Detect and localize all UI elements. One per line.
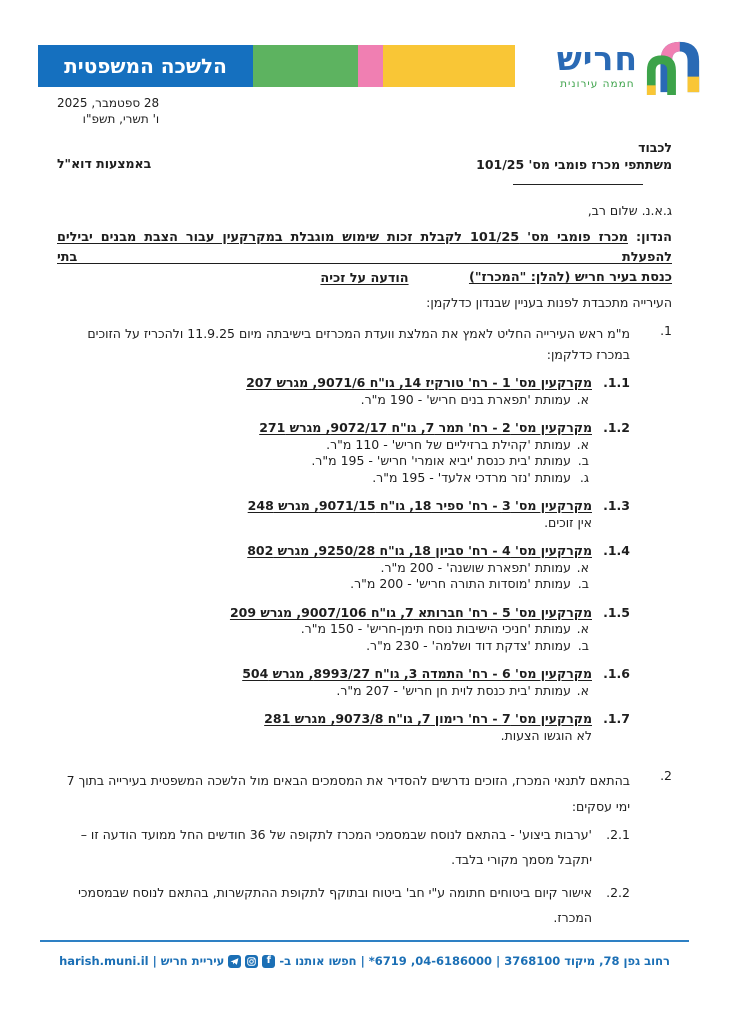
winner-text: עמותת 'בית כנסת לוית חן חריש' - 207 מ"ר. [336, 682, 571, 698]
item-1-number: 1. [660, 323, 672, 338]
item-2-text: בהתאם לתנאי המכרז, הזוכים נדרשים להסדיר את המסמכים הבאים מול הלשכה המשפטית בעירייה בתוך 7 ימי עסקים: [66, 773, 630, 814]
winner-row [57, 576, 592, 593]
parcel-number: 1.2. [603, 420, 630, 435]
parcel-note: לא הוגשו הצעות. [500, 727, 592, 743]
parcel-number: 1.1. [603, 375, 630, 390]
subitem-2-1 [57, 822, 630, 872]
footer-website-link[interactable]: harish.muni.il [59, 954, 149, 968]
winner-row [57, 470, 592, 487]
parcel-title: מקרקעין מס' 2 - רח' תמר 7, גו"ח 9072/17, מגרש 271 [259, 420, 592, 435]
winner-letter: ב. [577, 576, 589, 591]
footer [0, 954, 729, 968]
subitem-text: אישור קיום ביטוחים חתומה ע"י חב' ביטוח ובתוקף לתקופת ההתקשרות, בהתאם לנוסח שבמסמכי המכרז. [78, 885, 592, 925]
bar-segment-yellow [383, 45, 515, 87]
harish-arches-icon [645, 36, 703, 100]
footer-divider [40, 940, 689, 942]
logo-subtitle: חממה עירונית [560, 78, 635, 90]
winner-letter: ב. [577, 637, 589, 653]
winner-row [57, 453, 592, 470]
subject-text-line2: כנסת בעיר חריש (להלן: "המכרז") [468, 270, 672, 285]
parcel-1-5 [57, 605, 630, 655]
parcel-title: מקרקעין מס' 3 - רח' ספיר 18, גו"ח 9071/15, מגרש 248 [247, 498, 592, 513]
winner-text: עמותת 'צדקת דוד ושלמה' - 230 מ"ר. [366, 637, 571, 653]
letter-body [57, 323, 672, 938]
bar-segment-green [253, 45, 358, 87]
parcel-list [57, 365, 630, 744]
footer-separator: | [152, 954, 157, 968]
parcel-number: 1.5. [603, 604, 630, 620]
parcel-note: אין זוכים. [544, 514, 592, 530]
parcel-number: 1.3. [603, 498, 630, 513]
parcel-1-2 [57, 420, 630, 486]
intro-line: העירייה מתכבדת לפנות בעניין שבנדון כדלקמן: [426, 295, 672, 310]
footer-contact-text: רחוב גפן 78, מיקוד 3768100 | 04-6186000, 6719* | חפשו אותנו ב- [279, 954, 670, 968]
winner-letter: ג. [579, 469, 589, 485]
delivery-method: באמצעות דוא"ל [57, 156, 152, 171]
parcel-1-7 [57, 711, 630, 744]
winner-row [57, 560, 592, 577]
winner-text: עמותת 'מוסדות התורה חריש' - 200 מ"ר. [350, 576, 571, 591]
logo-title: חריש [556, 39, 638, 78]
facebook-icon[interactable]: f [262, 955, 275, 968]
subitem-number: 2.1. [606, 827, 630, 842]
date-gregorian: 28 ספטמבר, 2025 [57, 96, 160, 110]
recipient-underline [513, 184, 643, 185]
parcel-title: מקרקעין מס' 1 - רח' טורקיז 14, גו"ח 9071/6, מגרש 207 [246, 375, 592, 390]
subitem-2-2 [57, 880, 630, 930]
winner-letter: א. [576, 559, 589, 575]
parcel-title: מקרקעין מס' 6 - רח' התמדה 3, גו"ח 8993/27, מגרש 504 [242, 666, 592, 681]
winner-letter: א. [576, 391, 589, 407]
winner-row [57, 621, 592, 638]
notice-title: הודעה על זכיה [320, 271, 409, 286]
parcel-title: מקרקעין מס' 5 - רח' חברותא 7, גו"ח 9007/106, מגרש 209 [229, 604, 592, 620]
subject-text-line1: מכרז פומבי מס' 101/25 לקבלת זכות שימוש מוגבלת במקרקעין עבור הצבת מבנים יבילים להפעלת בתי [57, 230, 672, 265]
parcel-1-4 [57, 543, 630, 593]
bar-segment-pink [358, 45, 383, 87]
instagram-icon[interactable] [245, 955, 258, 968]
winner-text: עמותת 'חניכי הישיבות נוסח תימן-חריש' - 150 מ"ר. [300, 621, 571, 636]
winner-text: עמותת 'בית כנסת 'יביא אומרי' חריש' - 195 מ"ר. [311, 453, 571, 468]
subject-label: הנדון: [635, 230, 672, 245]
subitem-text: 'ערבות ביצוע' - בהתאם לנוסח שבמסמכי המכרז לתקופה של 36 חודשים החל ממועד הודעה זו – יתקבל מסמך מקורי בלבד. [80, 827, 592, 867]
winner-letter: א. [576, 621, 589, 636]
date-hebrew: ו' תשרי, תשפ"ו [82, 112, 160, 126]
recipient-salutation: לכבוד [638, 140, 672, 155]
winner-row [57, 638, 592, 655]
subitem-number: 2.2. [606, 885, 630, 900]
list-item-2 [57, 768, 672, 938]
department-color-bar [38, 45, 515, 87]
parcel-1-6 [57, 666, 630, 699]
winner-text: עמותת 'תפארת שושנה' - 200 מ"ר. [380, 559, 571, 575]
winner-row [57, 392, 592, 409]
item-1-text: מ"מ ראש העירייה החליט לאמץ את המלצת וועדת המכרזים בישיבתה מיום 11.9.25 ולהכריז על הזוכים במכרז כדלקמן: [87, 326, 630, 362]
parcel-number: 1.7. [603, 711, 630, 726]
telegram-icon[interactable] [228, 955, 241, 968]
greeting-line: ג.א.נ. שלום רב, [587, 203, 672, 218]
item-2-subitems [57, 822, 630, 930]
parcel-1-3 [57, 498, 630, 531]
winner-letter: א. [576, 436, 589, 452]
list-item-1 [57, 323, 672, 756]
winner-letter: ב. [577, 453, 589, 468]
item-2-number: 2. [660, 768, 672, 783]
municipality-logo [557, 36, 703, 100]
parcel-number: 1.4. [603, 543, 630, 558]
parcel-1-1 [57, 375, 630, 408]
parcel-number: 1.6. [603, 666, 630, 681]
bar-segment-blue [38, 45, 253, 87]
winner-text: עמותת 'נזר מרדכי אלעד' - 195 מ"ר. [372, 469, 571, 485]
winner-text: עמותת 'קהילת ברזיליים של חריש' - 110 מ"ר. [326, 436, 571, 452]
winner-row [57, 683, 592, 700]
department-name: הלשכה המשפטית [64, 54, 227, 78]
letter-dates [57, 95, 159, 127]
parcel-title: מקרקעין מס' 4 - רח' סביון 18, גו"ח 9250/28, מגרש 802 [247, 543, 592, 558]
parcel-title: מקרקעין מס' 7 - רח' רימון 7, גו"ח 9073/8, מגרש 281 [264, 711, 592, 726]
recipient-name: משתתפי מכרז פומבי מס' 101/25 [476, 157, 672, 172]
winner-row [57, 437, 592, 454]
footer-city-name: עיריית חריש [160, 954, 225, 968]
recipient-block [476, 139, 672, 173]
winner-letter: א. [576, 682, 589, 698]
winner-text: עמותת 'תפארת בנים חריש' - 190 מ"ר. [360, 391, 571, 407]
